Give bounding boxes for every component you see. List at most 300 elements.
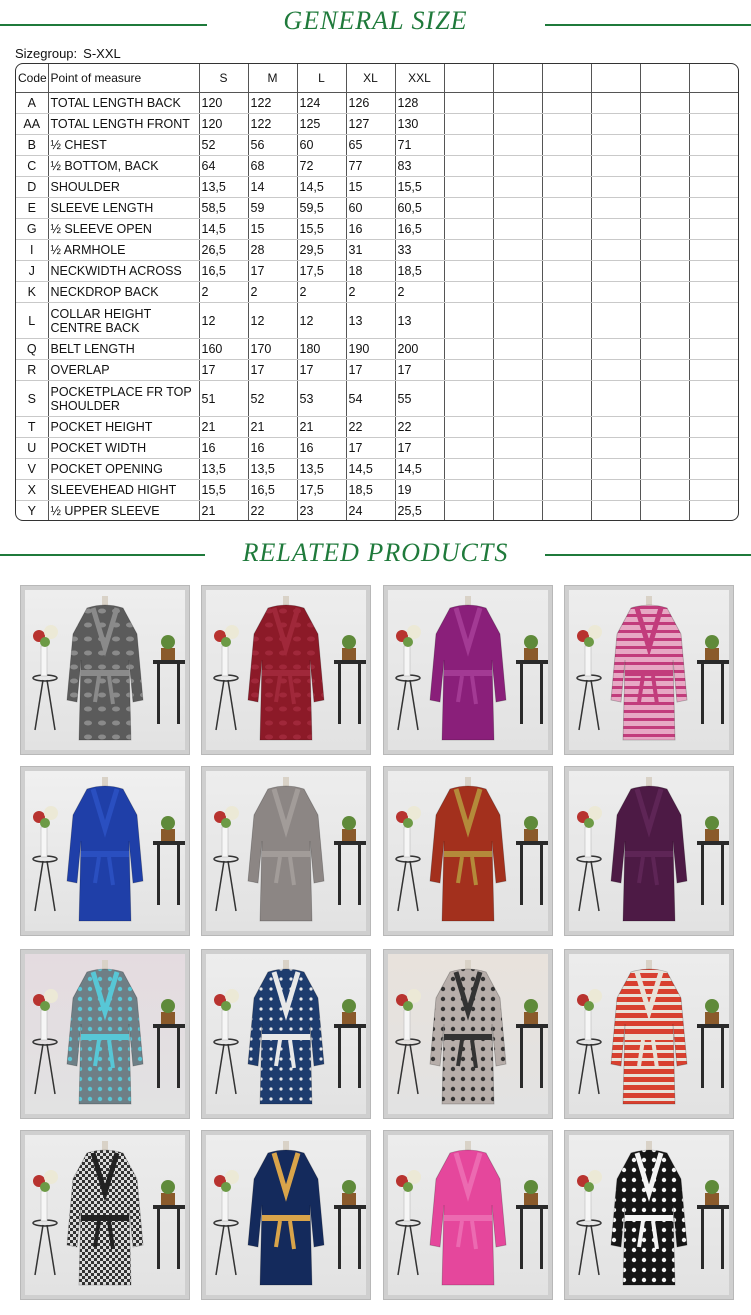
cell-size-value: 21 xyxy=(199,501,248,522)
flower-stand xyxy=(577,1170,602,1275)
cell-size-value: 2 xyxy=(346,282,395,303)
cell-size-value: 13 xyxy=(395,303,444,339)
cell-empty xyxy=(689,438,739,459)
cell-point-of-measure: POCKETPLACE FR TOP SHOULDER xyxy=(48,381,199,417)
cell-empty xyxy=(444,114,493,135)
empty-header xyxy=(591,64,640,93)
bathrobe xyxy=(248,596,324,740)
cell-empty xyxy=(493,381,542,417)
cell-empty xyxy=(591,339,640,360)
cell-empty xyxy=(493,93,542,114)
cell-code: S xyxy=(16,381,48,417)
cell-size-value: 23 xyxy=(297,501,346,522)
product-thumbnail[interactable] xyxy=(21,1131,189,1299)
cell-empty xyxy=(444,135,493,156)
cell-empty xyxy=(493,261,542,282)
cell-size-value: 13,5 xyxy=(297,459,346,480)
cell-size-value: 26,5 xyxy=(199,240,248,261)
product-photo xyxy=(206,590,366,750)
bathrobe-photo xyxy=(569,1135,729,1295)
flower-stand xyxy=(33,806,58,911)
side-table xyxy=(153,999,185,1088)
cell-empty xyxy=(640,480,689,501)
product-photo xyxy=(25,1135,185,1295)
bathrobe-photo xyxy=(388,1135,548,1295)
side-table xyxy=(153,1180,185,1269)
cell-size-value: 17,5 xyxy=(297,480,346,501)
cell-size-value: 2 xyxy=(199,282,248,303)
cell-size-value: 14,5 xyxy=(199,219,248,240)
col-header-xxl: XXL xyxy=(395,64,444,93)
cell-size-value: 25,5 xyxy=(395,501,444,522)
cell-empty xyxy=(640,261,689,282)
product-photo xyxy=(25,954,185,1114)
table-row xyxy=(16,282,739,303)
side-table xyxy=(697,635,729,724)
cell-empty xyxy=(493,303,542,339)
cell-size-value: 59,5 xyxy=(297,198,346,219)
flower-stand xyxy=(214,989,239,1094)
cell-empty xyxy=(689,261,739,282)
cell-size-value: 59 xyxy=(248,198,297,219)
table-row xyxy=(16,240,739,261)
cell-size-value: 127 xyxy=(346,114,395,135)
cell-size-value: 83 xyxy=(395,156,444,177)
cell-empty xyxy=(689,501,739,522)
cell-empty xyxy=(640,339,689,360)
cell-size-value: 13,5 xyxy=(199,459,248,480)
col-header-l: L xyxy=(297,64,346,93)
cell-empty xyxy=(591,135,640,156)
cell-empty xyxy=(640,93,689,114)
cell-size-value: 16 xyxy=(297,438,346,459)
cell-empty xyxy=(542,156,591,177)
cell-code: X xyxy=(16,480,48,501)
cell-empty xyxy=(493,339,542,360)
bathrobe xyxy=(611,596,687,740)
cell-empty xyxy=(493,156,542,177)
cell-empty xyxy=(542,459,591,480)
cell-size-value: 190 xyxy=(346,339,395,360)
product-photo xyxy=(206,771,366,931)
cell-size-value: 130 xyxy=(395,114,444,135)
cell-point-of-measure: COLLAR HEIGHT CENTRE BACK xyxy=(48,303,199,339)
cell-empty xyxy=(689,198,739,219)
cell-empty xyxy=(542,438,591,459)
side-table xyxy=(334,1180,366,1269)
cell-empty xyxy=(689,381,739,417)
size-chart xyxy=(15,63,739,521)
product-thumbnail[interactable] xyxy=(384,586,552,754)
cell-empty xyxy=(444,381,493,417)
cell-size-value: 54 xyxy=(346,381,395,417)
cell-size-value: 64 xyxy=(199,156,248,177)
cell-size-value: 65 xyxy=(346,135,395,156)
bathrobe xyxy=(611,1141,687,1285)
table-row xyxy=(16,261,739,282)
flower-stand xyxy=(396,625,421,730)
product-photo xyxy=(388,954,548,1114)
cell-point-of-measure: ½ SLEEVE OPEN xyxy=(48,219,199,240)
bathrobe xyxy=(430,960,506,1104)
bathrobe xyxy=(248,1141,324,1285)
cell-size-value: 16,5 xyxy=(199,261,248,282)
cell-empty xyxy=(591,303,640,339)
product-thumbnail[interactable] xyxy=(384,1131,552,1299)
cell-empty xyxy=(689,480,739,501)
flower-stand xyxy=(214,806,239,911)
cell-point-of-measure: ½ BOTTOM, BACK xyxy=(48,156,199,177)
sizegroup xyxy=(15,45,127,63)
bathrobe xyxy=(67,777,143,921)
cell-size-value: 120 xyxy=(199,93,248,114)
cell-code: Q xyxy=(16,339,48,360)
product-thumbnail[interactable] xyxy=(202,1131,370,1299)
cell-empty xyxy=(640,114,689,135)
cell-point-of-measure: ½ ARMHOLE xyxy=(48,240,199,261)
cell-empty xyxy=(493,459,542,480)
table-row xyxy=(16,303,739,339)
cell-code: R xyxy=(16,360,48,381)
cell-empty xyxy=(444,438,493,459)
cell-size-value: 13 xyxy=(346,303,395,339)
empty-header xyxy=(542,64,591,93)
cell-code: K xyxy=(16,282,48,303)
cell-empty xyxy=(542,303,591,339)
cell-empty xyxy=(493,219,542,240)
table-row xyxy=(16,198,739,219)
cell-empty xyxy=(444,156,493,177)
cell-empty xyxy=(689,219,739,240)
bathrobe xyxy=(611,777,687,921)
cell-point-of-measure: POCKET HEIGHT xyxy=(48,417,199,438)
cell-size-value: 56 xyxy=(248,135,297,156)
bathrobe xyxy=(67,596,143,740)
table-row xyxy=(16,93,739,114)
bathrobe-photo xyxy=(206,771,366,931)
product-thumbnail[interactable] xyxy=(21,950,189,1118)
product-thumbnail[interactable] xyxy=(21,767,189,935)
table-row xyxy=(16,219,739,240)
side-table xyxy=(697,816,729,905)
bathrobe-photo xyxy=(388,590,548,750)
cell-empty xyxy=(444,198,493,219)
cell-empty xyxy=(591,381,640,417)
side-table xyxy=(334,816,366,905)
side-table xyxy=(334,635,366,724)
cell-point-of-measure: SLEEVEHEAD HIGHT xyxy=(48,480,199,501)
cell-empty xyxy=(493,135,542,156)
cell-size-value: 14,5 xyxy=(395,459,444,480)
cell-code: L xyxy=(16,303,48,339)
cell-code: J xyxy=(16,261,48,282)
side-table xyxy=(697,999,729,1088)
bathrobe xyxy=(248,777,324,921)
cell-size-value: 17 xyxy=(346,438,395,459)
cell-size-value: 124 xyxy=(297,93,346,114)
cell-empty xyxy=(591,198,640,219)
cell-empty xyxy=(444,219,493,240)
cell-empty xyxy=(542,339,591,360)
cell-size-value: 18,5 xyxy=(346,480,395,501)
cell-size-value: 13,5 xyxy=(199,177,248,198)
cell-empty xyxy=(640,417,689,438)
sizegroup-value: S-XXL xyxy=(83,46,121,61)
cell-size-value: 122 xyxy=(248,93,297,114)
cell-empty xyxy=(444,261,493,282)
flower-stand xyxy=(577,806,602,911)
cell-empty xyxy=(640,156,689,177)
cell-empty xyxy=(542,177,591,198)
product-photo xyxy=(206,1135,366,1295)
cell-empty xyxy=(444,360,493,381)
cell-empty xyxy=(444,177,493,198)
side-table xyxy=(516,999,548,1088)
cell-empty xyxy=(542,480,591,501)
cell-size-value: 15 xyxy=(346,177,395,198)
side-table xyxy=(153,816,185,905)
cell-size-value: 14,5 xyxy=(346,459,395,480)
cell-size-value: 21 xyxy=(248,417,297,438)
cell-empty xyxy=(493,282,542,303)
cell-size-value: 21 xyxy=(297,417,346,438)
table-row xyxy=(16,480,739,501)
cell-size-value: 18,5 xyxy=(395,261,444,282)
product-thumbnail[interactable] xyxy=(565,950,733,1118)
cell-empty xyxy=(591,177,640,198)
flower-stand xyxy=(33,625,58,730)
cell-size-value: 122 xyxy=(248,114,297,135)
cell-empty xyxy=(591,501,640,522)
empty-header xyxy=(493,64,542,93)
cell-size-value: 22 xyxy=(395,417,444,438)
product-thumbnail[interactable] xyxy=(202,586,370,754)
product-thumbnail[interactable] xyxy=(21,586,189,754)
cell-size-value: 12 xyxy=(297,303,346,339)
cell-size-value: 2 xyxy=(395,282,444,303)
cell-empty xyxy=(640,282,689,303)
cell-point-of-measure: NECKDROP BACK xyxy=(48,282,199,303)
side-table xyxy=(153,635,185,724)
cell-empty xyxy=(640,240,689,261)
cell-size-value: 16 xyxy=(199,438,248,459)
empty-header xyxy=(640,64,689,93)
cell-empty xyxy=(640,438,689,459)
cell-empty xyxy=(444,339,493,360)
bathrobe xyxy=(67,960,143,1104)
cell-empty xyxy=(689,459,739,480)
related-products-gallery xyxy=(0,580,751,1315)
bathrobe-photo xyxy=(25,771,185,931)
cell-empty xyxy=(591,417,640,438)
cell-empty xyxy=(493,240,542,261)
cell-empty xyxy=(493,480,542,501)
cell-size-value: 60 xyxy=(346,198,395,219)
cell-empty xyxy=(542,360,591,381)
product-thumbnail[interactable] xyxy=(384,950,552,1118)
flower-stand xyxy=(33,1170,58,1275)
cell-size-value: 125 xyxy=(297,114,346,135)
cell-empty xyxy=(493,114,542,135)
cell-empty xyxy=(591,261,640,282)
cell-size-value: 16,5 xyxy=(395,219,444,240)
product-thumbnail[interactable] xyxy=(565,586,733,754)
related-products-title: RELATED PRODUCTS xyxy=(242,538,509,567)
cell-empty xyxy=(591,156,640,177)
cell-empty xyxy=(444,501,493,522)
bathrobe xyxy=(248,960,324,1104)
product-photo xyxy=(388,771,548,931)
product-photo xyxy=(569,954,729,1114)
product-photo xyxy=(569,771,729,931)
flower-stand xyxy=(577,989,602,1094)
cell-empty xyxy=(444,282,493,303)
bathrobe-photo xyxy=(25,1135,185,1295)
cell-empty xyxy=(591,240,640,261)
cell-size-value: 17 xyxy=(395,360,444,381)
cell-size-value: 17 xyxy=(297,360,346,381)
table-row xyxy=(16,135,739,156)
cell-size-value: 17 xyxy=(199,360,248,381)
bathrobe xyxy=(430,1141,506,1285)
cell-size-value: 31 xyxy=(346,240,395,261)
side-table xyxy=(516,635,548,724)
product-photo xyxy=(25,771,185,931)
cell-size-value: 22 xyxy=(248,501,297,522)
cell-size-value: 51 xyxy=(199,381,248,417)
cell-empty xyxy=(542,198,591,219)
cell-empty xyxy=(444,93,493,114)
cell-empty xyxy=(493,177,542,198)
cell-size-value: 60 xyxy=(297,135,346,156)
cell-empty xyxy=(542,114,591,135)
cell-empty xyxy=(591,360,640,381)
product-photo xyxy=(569,590,729,750)
table-row xyxy=(16,459,739,480)
cell-empty xyxy=(689,282,739,303)
table-body xyxy=(16,93,739,522)
cell-size-value: 53 xyxy=(297,381,346,417)
bathrobe xyxy=(430,596,506,740)
flower-stand xyxy=(396,989,421,1094)
side-table xyxy=(516,816,548,905)
cell-size-value: 24 xyxy=(346,501,395,522)
cell-empty xyxy=(640,459,689,480)
cell-empty xyxy=(542,381,591,417)
product-thumbnail[interactable] xyxy=(565,767,733,935)
cell-size-value: 15,5 xyxy=(395,177,444,198)
product-thumbnail[interactable] xyxy=(202,767,370,935)
cell-size-value: 200 xyxy=(395,339,444,360)
sizegroup-label: Sizegroup: xyxy=(15,46,78,61)
table-row xyxy=(16,360,739,381)
cell-empty xyxy=(542,219,591,240)
cell-empty xyxy=(444,417,493,438)
product-photo xyxy=(569,1135,729,1295)
cell-size-value: 17 xyxy=(346,360,395,381)
product-photo xyxy=(206,954,366,1114)
cell-empty xyxy=(640,177,689,198)
cell-empty xyxy=(493,198,542,219)
cell-size-value: 33 xyxy=(395,240,444,261)
col-header-xl: XL xyxy=(346,64,395,93)
cell-size-value: 16 xyxy=(248,438,297,459)
cell-code: AA xyxy=(16,114,48,135)
cell-empty xyxy=(689,177,739,198)
cell-empty xyxy=(542,417,591,438)
product-thumbnail[interactable] xyxy=(202,950,370,1118)
cell-point-of-measure: POCKET WIDTH xyxy=(48,438,199,459)
cell-empty xyxy=(493,438,542,459)
cell-size-value: 60,5 xyxy=(395,198,444,219)
cell-size-value: 28 xyxy=(248,240,297,261)
cell-empty xyxy=(640,360,689,381)
cell-empty xyxy=(542,93,591,114)
cell-size-value: 22 xyxy=(346,417,395,438)
cell-size-value: 52 xyxy=(248,381,297,417)
bathrobe-photo xyxy=(25,954,185,1114)
cell-code: A xyxy=(16,93,48,114)
cell-size-value: 15,5 xyxy=(297,219,346,240)
cell-size-value: 19 xyxy=(395,480,444,501)
cell-size-value: 170 xyxy=(248,339,297,360)
cell-code: T xyxy=(16,417,48,438)
cell-size-value: 52 xyxy=(199,135,248,156)
cell-point-of-measure: SLEEVE LENGTH xyxy=(48,198,199,219)
col-header-m: M xyxy=(248,64,297,93)
bathrobe-photo xyxy=(206,954,366,1114)
table-row xyxy=(16,177,739,198)
cell-size-value: 17 xyxy=(395,438,444,459)
cell-empty xyxy=(542,240,591,261)
cell-empty xyxy=(444,480,493,501)
bathrobe xyxy=(611,960,687,1104)
cell-point-of-measure: TOTAL LENGTH BACK xyxy=(48,93,199,114)
flower-stand xyxy=(396,1170,421,1275)
cell-size-value: 55 xyxy=(395,381,444,417)
table-row xyxy=(16,417,739,438)
bathrobe-photo xyxy=(569,771,729,931)
product-thumbnail[interactable] xyxy=(565,1131,733,1299)
cell-empty xyxy=(689,240,739,261)
cell-point-of-measure: BELT LENGTH xyxy=(48,339,199,360)
bathrobe xyxy=(430,777,506,921)
cell-size-value: 2 xyxy=(248,282,297,303)
cell-size-value: 21 xyxy=(199,417,248,438)
cell-point-of-measure: SHOULDER xyxy=(48,177,199,198)
bathrobe-photo xyxy=(388,954,548,1114)
cell-empty xyxy=(591,459,640,480)
cell-empty xyxy=(542,135,591,156)
cell-point-of-measure: ½ CHEST xyxy=(48,135,199,156)
cell-empty xyxy=(591,219,640,240)
cell-size-value: 16 xyxy=(346,219,395,240)
bathrobe-photo xyxy=(206,590,366,750)
col-header-code: Code xyxy=(16,64,48,93)
table-row xyxy=(16,339,739,360)
cell-size-value: 15 xyxy=(248,219,297,240)
cell-empty xyxy=(640,135,689,156)
cell-empty xyxy=(444,240,493,261)
side-table xyxy=(516,1180,548,1269)
product-thumbnail[interactable] xyxy=(384,767,552,935)
cell-empty xyxy=(591,93,640,114)
cell-size-value: 17,5 xyxy=(297,261,346,282)
table-row xyxy=(16,381,739,417)
cell-size-value: 29,5 xyxy=(297,240,346,261)
side-table xyxy=(697,1180,729,1269)
cell-size-value: 71 xyxy=(395,135,444,156)
